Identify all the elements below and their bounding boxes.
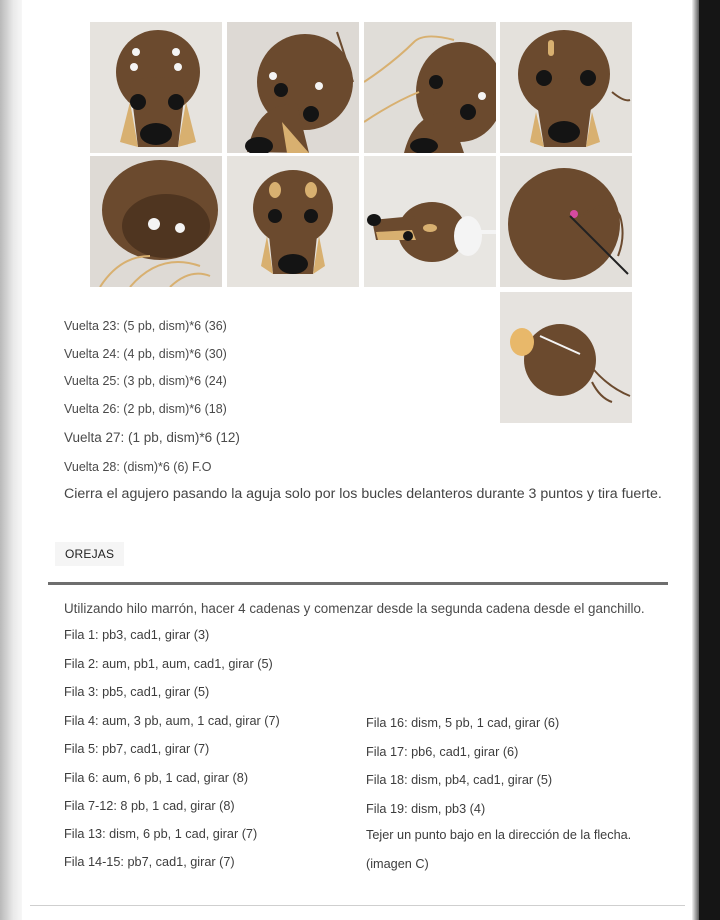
round-23: Vuelta 23: (5 pb, dism)*6 (36) [64,319,227,333]
arrow-direction-note: Tejer un punto bajo en la dirección de la flecha. [366,828,632,842]
photo-head-inside [90,156,222,287]
photo-head-front-pins [90,22,222,153]
photo-head-profile-stuffing [364,156,496,287]
row-fila-3: Fila 3: pb5, cad1, girar (5) [64,685,210,699]
row-fila-1: Fila 1: pb3, cad1, girar (3) [64,628,210,642]
ears-intro: Utilizando hilo marrón, hacer 4 cadenas y comenzar desde la segunda cadena desde el ganchillo. [64,601,645,616]
row-fila-16: Fila 16: dism, 5 pb, 1 cad, girar (6) [366,716,560,730]
bottom-divider [30,905,685,906]
row-fila-6: Fila 6: aum, 6 pb, 1 cad, girar (8) [64,771,249,785]
photo-head-front-ears [500,22,632,153]
row-fila-2: Fila 2: aum, pb1, aum, cad1, girar (5) [64,657,273,671]
row-fila-13: Fila 13: dism, 6 pb, 1 cad, girar (7) [64,827,258,841]
closing-instruction: Cierra el agujero pasando la aguja solo por los bucles delanteros durante 3 puntos y tira fuerte. [64,486,662,502]
row-fila-14-15: Fila 14-15: pb7, cad1, girar (7) [64,855,235,869]
row-fila-19: Fila 19: dism, pb3 (4) [366,802,486,816]
section-title-orejas: OREJAS [55,542,124,566]
photo-head-back-needle [500,156,632,287]
round-26: Vuelta 26: (2 pb, dism)*6 (18) [64,402,227,416]
row-fila-4: Fila 4: aum, 3 pb, aum, 1 cad, girar (7) [64,714,280,728]
row-fila-18: Fila 18: dism, pb4, cad1, girar (5) [366,773,553,787]
row-fila-7-12: Fila 7-12: 8 pb, 1 cad, girar (8) [64,799,235,813]
row-fila-5: Fila 5: pb7, cad1, girar (7) [64,742,210,756]
left-shadow [0,0,22,920]
section-divider [48,582,668,585]
round-24: Vuelta 24: (4 pb, dism)*6 (30) [64,347,227,361]
right-edge [692,0,720,920]
row-fila-17: Fila 17: pb6, cad1, girar (6) [366,745,519,759]
photo-head-side-pins [227,22,359,153]
photo-head-closed [500,292,632,423]
round-28: Vuelta 28: (dism)*6 (6) F.O [64,460,212,474]
round-25: Vuelta 25: (3 pb, dism)*6 (24) [64,374,227,388]
image-c-reference: (imagen C) [366,857,429,871]
round-27: Vuelta 27: (1 pb, dism)*6 (12) [64,430,240,445]
photo-head-finished [227,156,359,287]
photo-head-yarn [364,22,496,153]
